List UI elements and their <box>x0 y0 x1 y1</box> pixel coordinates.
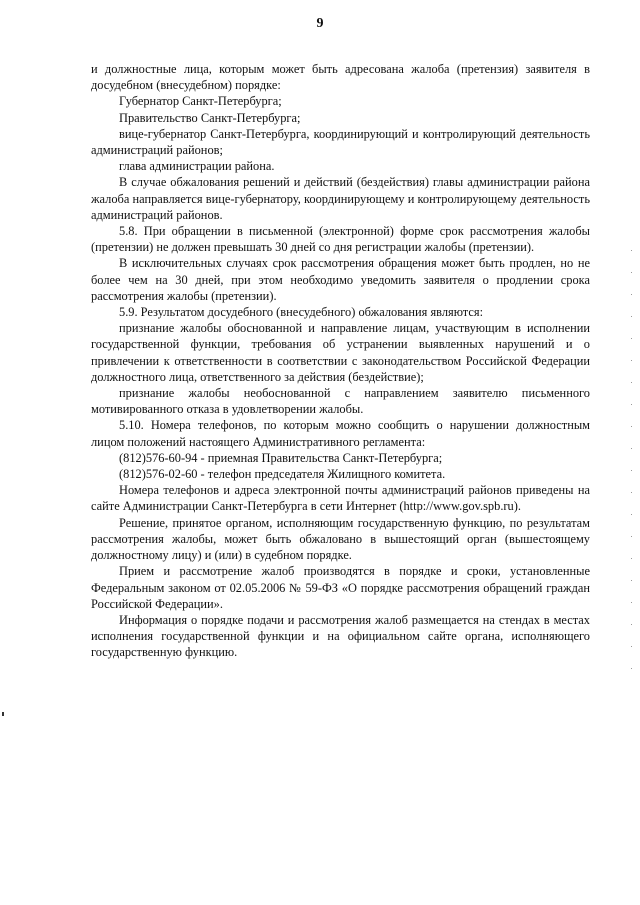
paragraph-district-head-appeal: В случае обжалования решений и действий (бездействия) главы администрации района жалоба направляется вице-губернатору, координирующему и контролирующему деятельность администраций районов. <box>91 175 590 222</box>
paragraph-5-8: 5.8. При обращении в письменной (электронной) форме срок рассмотрения жалобы (претензии) не должен превышать 30 дней со дня регистрации жалобы (претензии). <box>91 224 590 255</box>
scan-edge-mark <box>2 712 4 716</box>
phone-government-reception: (812)576-60-94 - приемная Правительства Санкт-Петербурга; <box>119 450 443 465</box>
list-item-governor: Губернатор Санкт-Петербурга; <box>119 94 282 109</box>
paragraph-term-extension: В исключительных случаях срок рассмотрения обращения может быть продлен, но не более чем на 30 дней, при этом необходимо уведомить заявителя о продлении срока рассмотрения жалобы (претензии). <box>91 256 590 303</box>
paragraph-5-10: 5.10. Номера телефонов, по которым можно сообщить о нарушении должностным лицом положений настоящего Административного регламента: <box>91 418 590 449</box>
paragraph-decision-appeal: Решение, принятое органом, исполняющим государственную функцию, по результатам рассмотрения жалобы, может быть обжаловано в вышестоящий орган (вышестоящему должностному лицу) и (или) в судебном порядке. <box>91 515 590 563</box>
list-item-government: Правительство Санкт-Петербурга; <box>119 110 301 125</box>
scan-margin-dots <box>631 250 632 670</box>
paragraph-5-9: 5.9. Результатом досудебного (внесудебного) обжалования являются: <box>119 305 484 320</box>
list-item-complaint-justified: признание жалобы обоснованной и направление лицам, участвующим в исполнении государственной функции, требования об устранении выявленных нарушений и о привлечении к ответственности в соответствии с законодательством Российской Федерации должностного лица, ответственного за действия (бездействие); <box>91 321 590 384</box>
phone-housing-committee: (812)576-02-60 - телефон председателя Жилищного комитета. <box>119 467 446 482</box>
paragraph-complaint-addressees: и должностные лица, которым может быть адресована жалоба (претензия) заявителя в досудебном (внесудебном) порядке: <box>91 62 590 93</box>
paragraph-information-stands: Информация о порядке подачи и рассмотрения жалоб размещается на стендах в местах исполнения государственной функции и на официальном сайте органа, исполняющего государственную функцию. <box>91 612 590 660</box>
list-item-district-head: глава администрации района. <box>119 159 275 174</box>
paragraph-federal-law: Прием и рассмотрение жалоб производятся в порядке и сроки, установленные Федеральным законом от 02.05.2006 № 59-ФЗ «О порядке рассмотрения обращений граждан Российской Федерации». <box>91 564 590 611</box>
list-item-complaint-unjustified: признание жалобы необоснованной с направлением заявителю письменного мотивированного отказа в удовлетворении жалобы. <box>91 386 590 417</box>
list-item-vice-governor: вице-губернатор Санкт-Петербурга, координирующий и контролирующий деятельность администраций районов; <box>91 126 590 158</box>
document-body <box>91 61 590 661</box>
page-number: 9 <box>316 16 324 31</box>
paragraph-district-contacts: Номера телефонов и адреса электронной почты администраций районов приведены на сайте Администрации Санкт-Петербурга в сети Интернет (http://www.gov.spb.ru). <box>91 483 590 514</box>
